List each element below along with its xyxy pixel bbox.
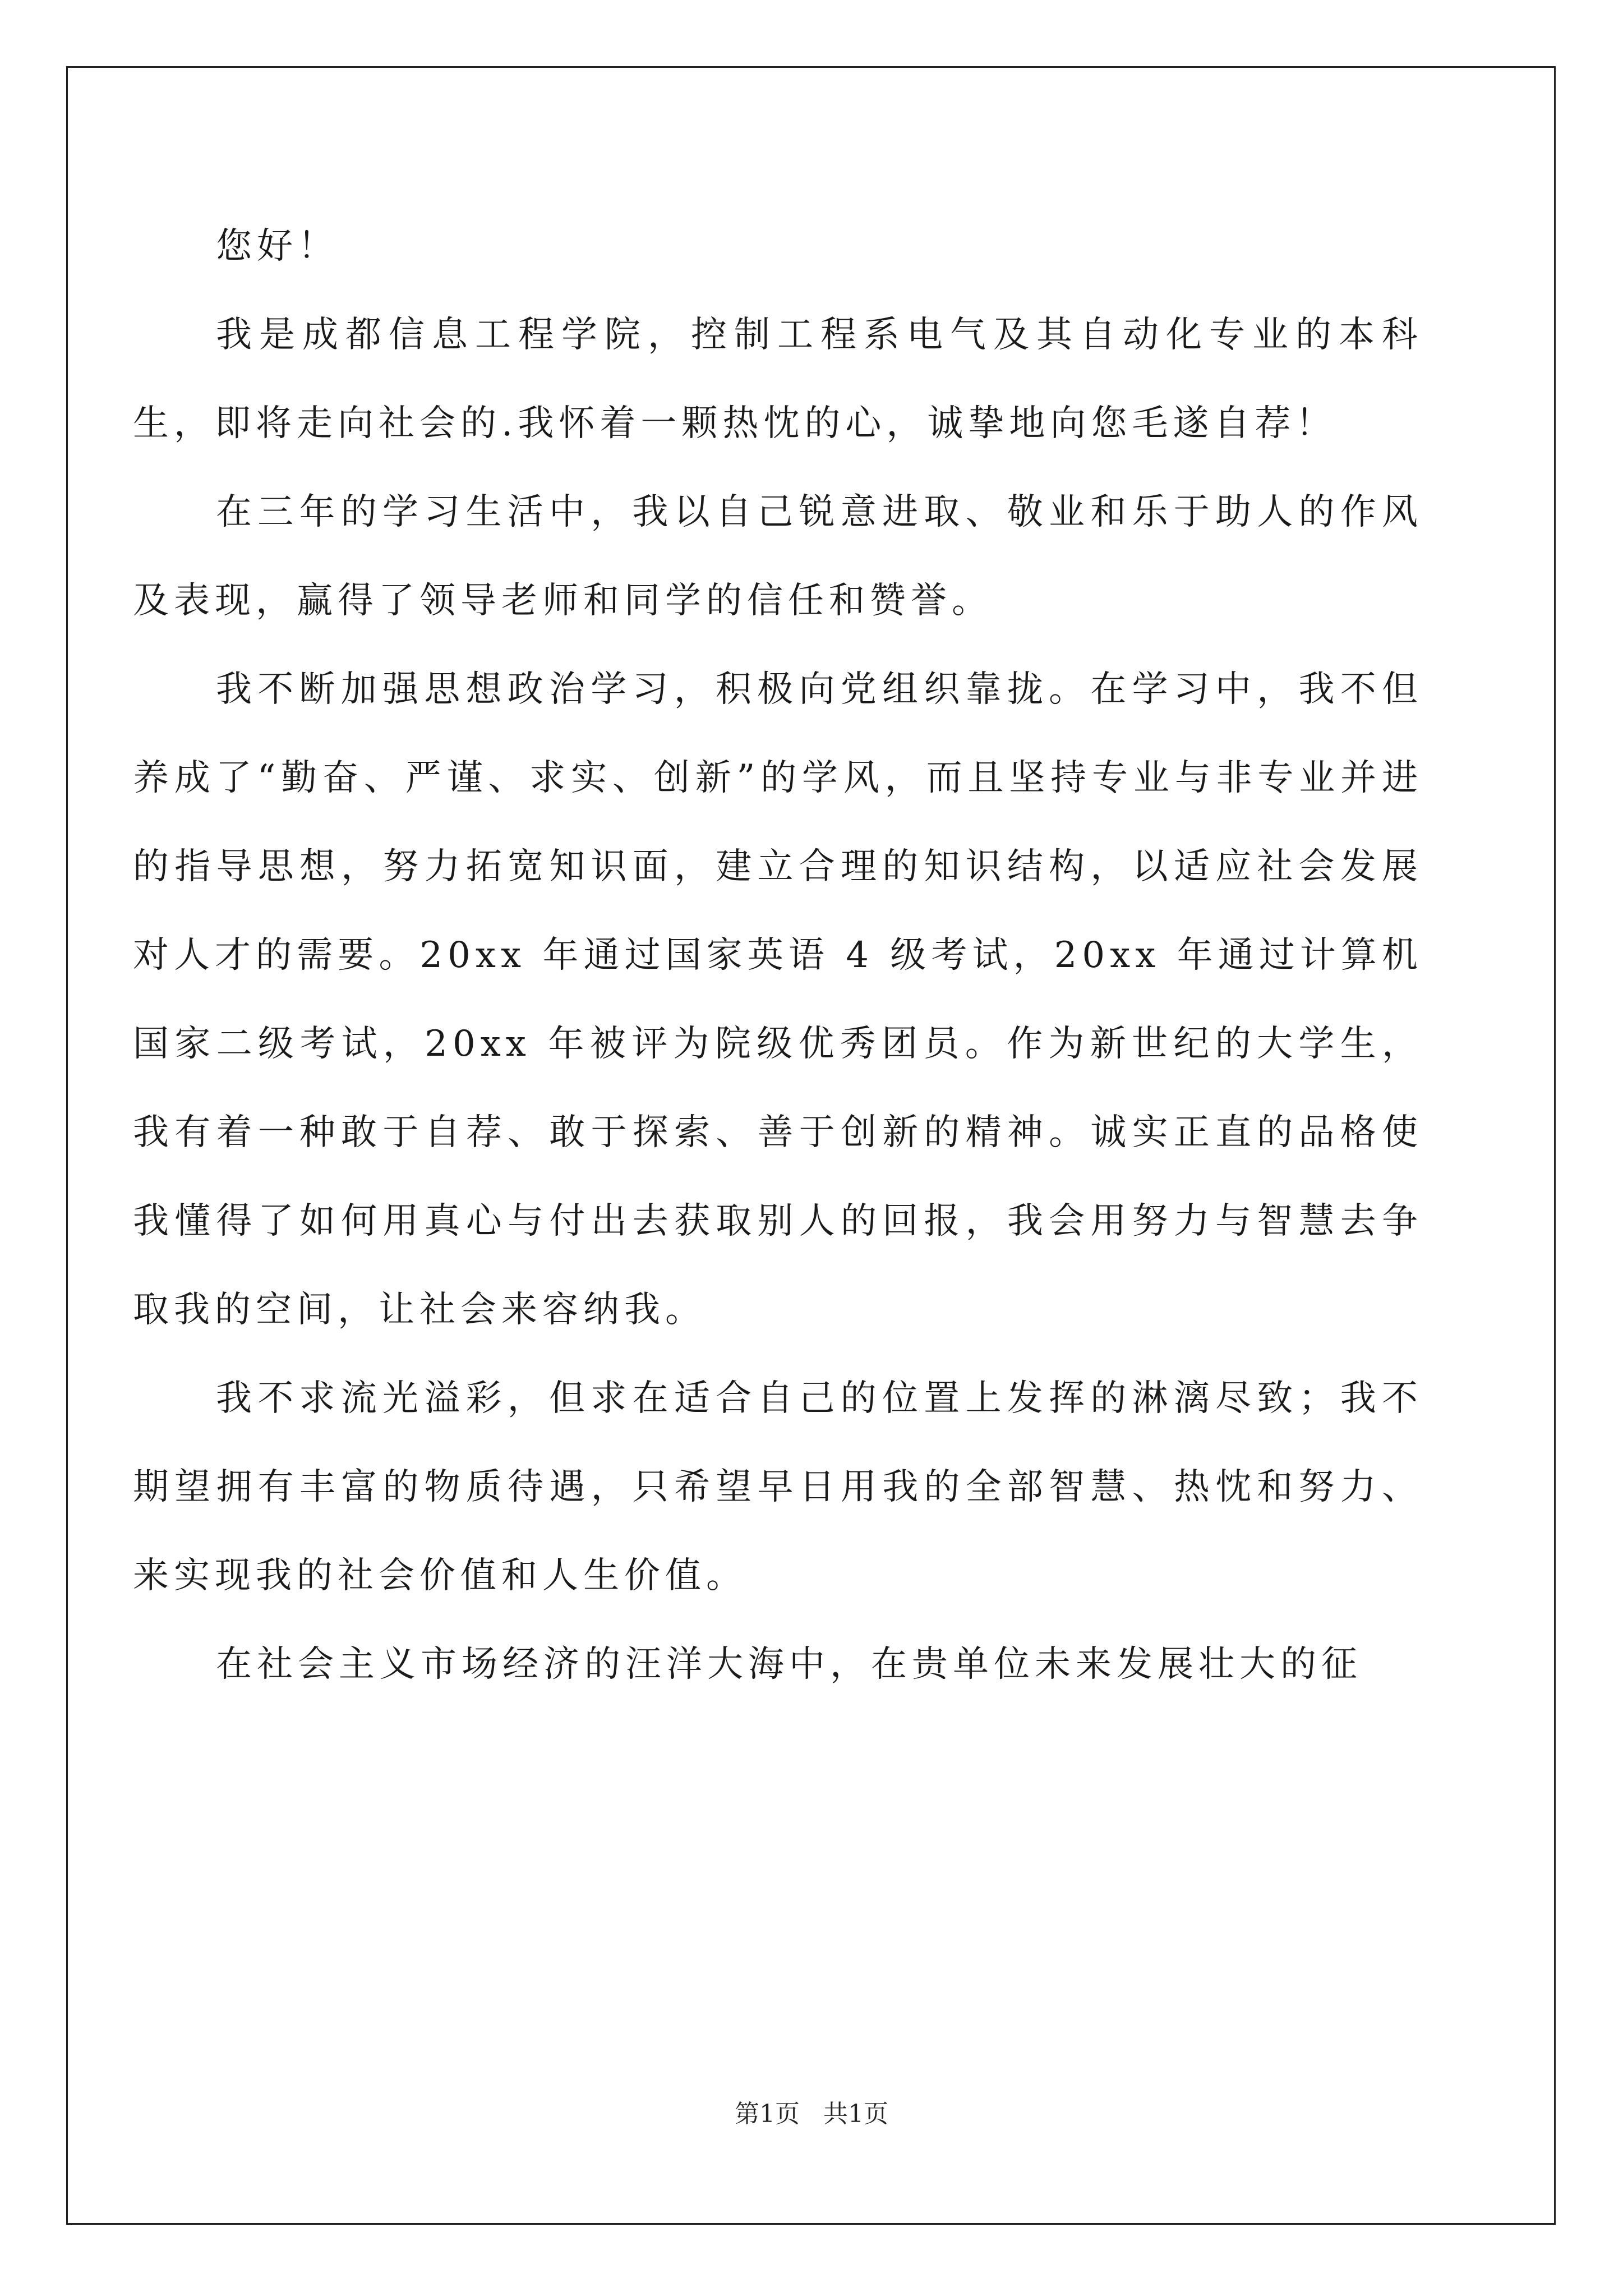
page-total: 共1页 (823, 2100, 888, 2128)
paragraph-closing: 在社会主义市场经济的汪洋大海中，在贵单位未来发展壮大的征 (216, 1644, 1362, 1685)
page-number: 第1页 (735, 2100, 800, 2128)
paragraph-aspirations: 我不求流光溢彩，但求在适合自己的位置上发挥的淋漓尽致；我不期望拥有丰富的物质待遇，只希望早日用我的全部智慧、热忱和努力、来实现我的社会价值和人生价值。 (133, 1378, 1423, 1596)
paragraph-study-life: 在三年的学习生活中，我以自己锐意进取、敬业和乐于助人的作风及表现，赢得了领导老师和同学的信任和赞誉。 (133, 491, 1423, 622)
greeting: 您好！ (216, 226, 339, 267)
page-footer (0, 2093, 1623, 2129)
paragraph-intro: 我是成都信息工程学院，控制工程系电气及其自动化专业的本科生，即将走向社会的.我怀着一颗热忱的心，诚挚地向您毛遂自荐！ (133, 314, 1423, 444)
letter-body (133, 202, 1423, 1709)
paragraph-achievements: 我不断加强思想政治学习，积极向党组织靠拢。在学习中，我不但养成了“勤奋、严谨、求实、创新”的学风，而且坚持专业与非专业并进的指导思想，努力拓宽知识面，建立合理的知识结构，以适应社会发展对人才的需要。20xx 年通过国家英语 4 级考试，20xx 年通过计算机国家二级考试，20xx 年被评为院级优秀团员。作为新世纪的大学生，我有着一种敢于自荐、敢于探索、善于创新的精神。诚实正直的品格使我懂得了如何用真心与付出去获取别人的回报，我会用努力与智慧去争取我的空间，让社会来容纳我。 (133, 669, 1423, 1331)
